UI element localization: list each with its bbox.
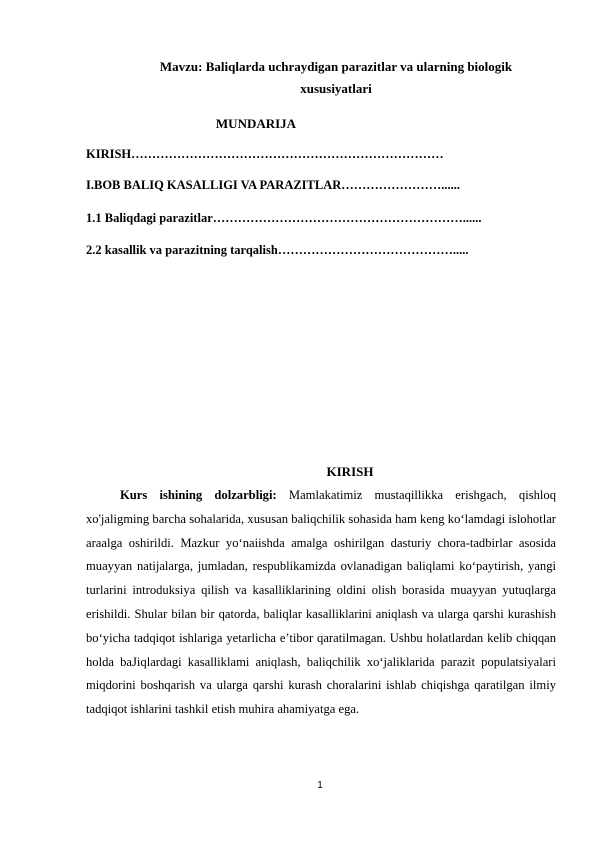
contents-heading: MUNDARIJA (215, 116, 297, 131)
toc-item-kirish: KIRISH………………………………………………………………… (86, 147, 444, 161)
intro-text: Mamlakatimiz mustaqillikka erishgach, qishloq xo'jaligming barcha sohalarida, xususan baliqchilik sohasida ham keng ko‘lamdagi islohotlar araalga oshirildi. Mazkur yo‘naiishda amalga oshirilgan dasturiy chora-tadbirlar asosida muayyan natijalarga, jumladan, respublikamizda ovlanadigan baliqlami ko‘paytirish, yangi turlarini introduksiya qilish va kasalliklarining oldini olish borasida muayyan yutuqlarga erishildi. Shular bilan bir qatorda, baliqlar kasalliklarini aniqlash va ularga qarshi kurashish bo‘yicha tadqiqot ishlariga yetarlicha e’tibor qaratilmagan. Ushbu holatlardan kelib chiqqan holda baJiqlardagi kasalliklami aniqlash, baliqchilik xo‘jaliklarida parazit populatsiyalari miqdorini boshqarish va ularga qarshi kurash choralarini ishlab chiqishga qaratilgan ilmiy tadqiqot ishlarini tashkil etish muhira ahamiyatga ega. (86, 488, 556, 717)
intro-heading: KIRISH (326, 464, 374, 479)
toc-item-section-2-2: 2.2 kasallik va parazitning tarqalish……………………………………..... (86, 243, 469, 257)
intro-paragraph (86, 484, 556, 722)
page-number: 1 (317, 780, 323, 791)
document-title-line-2: xususiyatlari (300, 81, 372, 96)
toc-item-section-1-1: 1.1 Baliqdagi parazitlar……………………………………………………...... (86, 211, 482, 225)
document-title-line-1: Mavzu: Baliqlarda uchraydigan parazitlar va ularning biologik (159, 59, 513, 74)
intro-lead: Kurs ishining dolzarbligi: (120, 488, 277, 502)
toc-item-chapter-1: I.BOB BALIQ KASALLIGI VA PARAZITLAR……………………...... (86, 178, 461, 192)
